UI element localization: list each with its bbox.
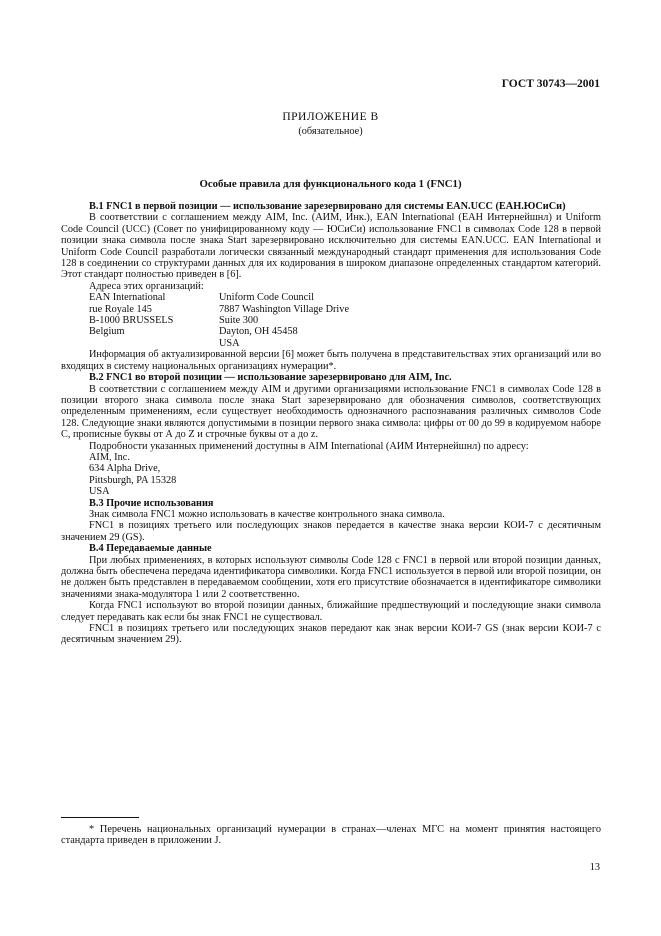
address-left: rue Royale 145 (89, 303, 152, 315)
aim-address-line: Pittsburgh, PA 15328 (89, 474, 177, 486)
heading-b2: В.2 FNC1 во второй позиции — использование зарезервировано для AIM, Inc. (89, 372, 452, 384)
heading-b1: В.1 FNC1 в первой позиции — использование зарезервировано для системы EAN.UCC (ЕАН.ЮСиСи) (89, 201, 566, 212)
address-right: Uniform Code Council (219, 292, 314, 304)
paragraph-b2-text: В соответствии с соглашением между AIM и другими организациями использование FNC1 в символах Code 128 в позиции второго знака символа после знака Start зарезервировано для обозначения символов, соответствующих определенным применениям, если существует необходимость однозначного распознавания различных символов Code 128. Следующие знаки являются допустимыми в позиции первого знака символа: цифры от 00 до 99 в кодируемом наборе С, прописные буквы от А до Z и строчные буквы от a до z. (61, 383, 601, 441)
appendix-status: (обязательное) (298, 126, 363, 137)
heading-b3: В.3 Прочие использования (89, 497, 214, 509)
heading-b4: В.4 Передаваемые данные (89, 543, 212, 555)
paragraph-b4-3: FNC1 в позициях третьего или последующих знаков передают как знак версии КОИ-7 GS (знак версии КОИ-7 с десятичным значением 29). (61, 623, 601, 646)
address-right: USA (219, 337, 240, 349)
paragraph-b4-1: При любых применениях, в которых используют символы Code 128 с FNC1 в первой или второй позиции данных, должна быть обеспечена передача идентификатора символики. Когда FNC1 используется в первой или второй позиции, он не должен быть представлен в передаваемом сообщении, хотя его присутствие обозначается в идентификаторе символики значениями знака-модулятора 1 или 2 соответственно. (61, 554, 601, 600)
appendix-title: ПРИЛОЖЕНИЕ В (282, 111, 379, 123)
address-left: Belgium (89, 326, 125, 338)
paragraph-b3-2: FNC1 в позициях третьего или последующих знаков передается в качестве знака версии КОИ-7 с десятичным значением 29 (GS). (61, 520, 601, 543)
document-body (61, 201, 601, 646)
address-row (61, 338, 601, 349)
paragraph-b1-info: Информация об актуализированной версии [6] может быть получена в представительствах этих организаций или во входящих в систему национальных организациях нумерации*. (61, 349, 601, 372)
address-row (61, 292, 601, 303)
paragraph-b4-2: Когда FNC1 используют во второй позиции данных, ближайшие предшествующий и последующие знаки символа следует передавать как если бы знак FNC1 не существовал. (61, 600, 601, 623)
address-left: B-1000 BRUSSELS (89, 315, 174, 327)
address-right: Suite 300 (219, 315, 259, 327)
footnote-divider (61, 817, 139, 818)
paragraph-b3-1: Знак символа FNC1 можно использовать в качестве контрольного знака символа. (89, 508, 445, 520)
paragraph-b1-text: В соответствии с соглашением между AIM, Inc. (АИМ, Инк.), EAN International (ЕАН Интернейшнл) и Uniform Code Council (UCC) (Совет по унифицированному коду — ЮСиСи) использование FNC1 в символах Code 128 в первой позиции знака символа после знака Start зарезервировано исключительно для системы EAN.UCC. EAN International и Uniform Code Council разработали логически связанный международный стандарт применения для использования Code 128 в соединении со структурами данных для их кодирования в широком диапазоне определенных стандартом категорий. Этот стандарт полностью приведен в [6]. (61, 212, 601, 281)
address-left (89, 338, 219, 349)
aim-address-line: USA (89, 486, 110, 498)
addresses-intro: Адреса этих организаций: (89, 280, 204, 292)
aim-address-line: 634 Alpha Drive, (89, 463, 161, 475)
page-number: 13 (589, 862, 600, 873)
document-code: ГОСТ 30743—2001 (501, 78, 600, 90)
aim-address-line: AIM, Inc. (89, 451, 130, 463)
address-left: EAN International (89, 292, 166, 304)
address-row (61, 326, 601, 337)
section-title: Особые правила для функционального кода 1 (FNC1) (199, 178, 462, 190)
paragraph-b2-details: Подробности указанных применений доступны в AIM International (АИМ Интернейшнл) по адресу: (89, 440, 529, 452)
footnote: * Перечень национальных организаций нумерации в странах—членах МГС на момент принятия настоящего стандарта приведен в приложении J. (61, 824, 601, 847)
address-row (61, 315, 601, 326)
address-row (61, 304, 601, 315)
address-right: Dayton, OH 45458 (219, 326, 298, 338)
address-right: 7887 Washington Village Drive (219, 303, 350, 315)
